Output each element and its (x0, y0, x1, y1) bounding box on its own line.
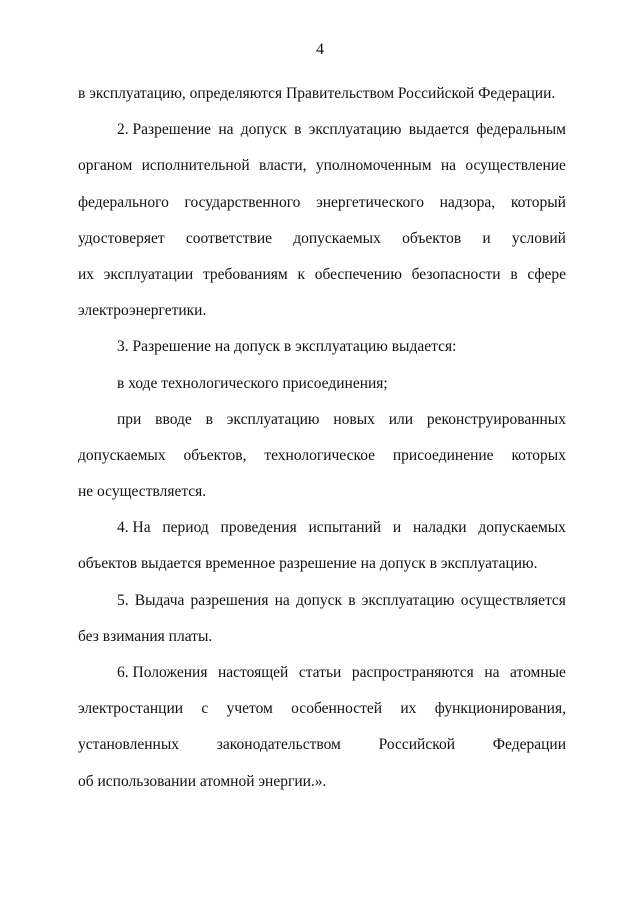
word: электростанции (78, 700, 184, 718)
word: требованиям (202, 265, 288, 283)
word: государственного (184, 193, 301, 211)
word: с (201, 700, 209, 718)
word: допускаемых (78, 446, 166, 464)
page-number: 4 (316, 41, 324, 58)
word: новых (333, 410, 375, 428)
word: проведения (220, 519, 297, 537)
text-line (78, 510, 566, 546)
word: эксплуатации (103, 265, 194, 283)
word: их (78, 265, 95, 283)
word: атомные (510, 664, 566, 681)
word: соответствие (185, 229, 273, 247)
word: и (482, 229, 491, 247)
text-line: без взимания платы. (78, 627, 213, 645)
word: Российской (378, 736, 455, 754)
word: 4. На (117, 519, 151, 537)
word: выдается (408, 121, 470, 139)
word: законодательством (216, 736, 341, 754)
word: настоящей (217, 664, 289, 681)
word: функционирования, (434, 700, 566, 718)
word: власти, (259, 157, 307, 175)
word: на (274, 591, 290, 609)
word: 5. (117, 591, 129, 609)
word: к (297, 265, 305, 283)
word: допуск (240, 121, 287, 139)
word: сфере (527, 265, 566, 283)
text-line (78, 148, 566, 184)
word: в (510, 265, 518, 283)
word: Федерации (492, 736, 566, 754)
text-line (78, 112, 566, 148)
word: в (294, 121, 302, 139)
word: учетом (226, 700, 273, 718)
word: реконструированных (426, 410, 566, 428)
word: их (400, 700, 417, 718)
word: присоединение (392, 446, 494, 464)
word: и (392, 519, 402, 537)
text-line (78, 257, 566, 293)
word: технологическое (264, 446, 376, 464)
word: федерального (78, 193, 169, 211)
word: допускаемых (293, 229, 381, 247)
word: допускаемых (478, 519, 566, 537)
word: особенностей (291, 700, 383, 718)
word: на (218, 121, 234, 139)
word: статьи (298, 664, 342, 681)
text-line (78, 727, 566, 763)
text-line: объектов выдается временное разрешение на допуск в эксплуатацию. (78, 555, 538, 573)
word: которых (511, 446, 566, 464)
text-line (78, 438, 566, 474)
text-line: электроэнергетики. (78, 302, 207, 320)
text-line: 3. Разрешение на допуск в эксплуатацию выдается: (117, 338, 457, 356)
word: осуществление (465, 157, 566, 175)
text-line: в ходе технологического присоединения; (117, 374, 388, 392)
text-line (78, 655, 566, 691)
word: при (117, 410, 142, 428)
word: безопасности (411, 265, 501, 283)
text-line (78, 583, 566, 619)
word: объектов (402, 229, 462, 247)
word: наладки (412, 519, 467, 537)
word: установленных (78, 736, 179, 754)
word: 6. Положения (117, 664, 208, 681)
word: в (205, 410, 213, 428)
word: период (162, 519, 209, 537)
text-line (78, 221, 566, 257)
word: уполномоченным (315, 157, 432, 175)
word: или (388, 410, 414, 428)
word: эксплуатацию (226, 410, 320, 428)
word: эксплуатацию (361, 591, 455, 609)
text-line (78, 691, 566, 727)
word: объектов, (183, 446, 247, 464)
word: исполнительной (141, 157, 250, 175)
document-body (78, 76, 566, 800)
word: надзора, (439, 193, 496, 211)
word: испытаний (308, 519, 382, 537)
word: в (348, 591, 356, 609)
text-line (78, 185, 566, 221)
word: на (440, 157, 457, 175)
word: обеспечению (314, 265, 402, 283)
text-line: в эксплуатацию, определяются Правительством Российской Федерации. (78, 85, 556, 102)
word: вводе (155, 410, 192, 428)
word: органом (78, 157, 133, 175)
word: условий (511, 229, 566, 247)
text-line: не осуществляется. (78, 483, 207, 501)
word: который (510, 193, 566, 211)
word: на (484, 664, 500, 681)
word: Выдача (134, 591, 185, 609)
text-line: об использовании атомной энергии.». (78, 772, 327, 790)
word: разрешения (190, 591, 269, 609)
word: осуществляется (460, 591, 566, 609)
word: допуск (296, 591, 343, 609)
word: распространяются (351, 664, 474, 681)
word: федеральным (476, 121, 566, 139)
word: удостоверяет (78, 229, 165, 247)
word: энергетического (316, 193, 424, 211)
word: эксплуатацию (308, 121, 402, 139)
word: 2. Разрешение (117, 121, 212, 139)
text-line (78, 402, 566, 438)
